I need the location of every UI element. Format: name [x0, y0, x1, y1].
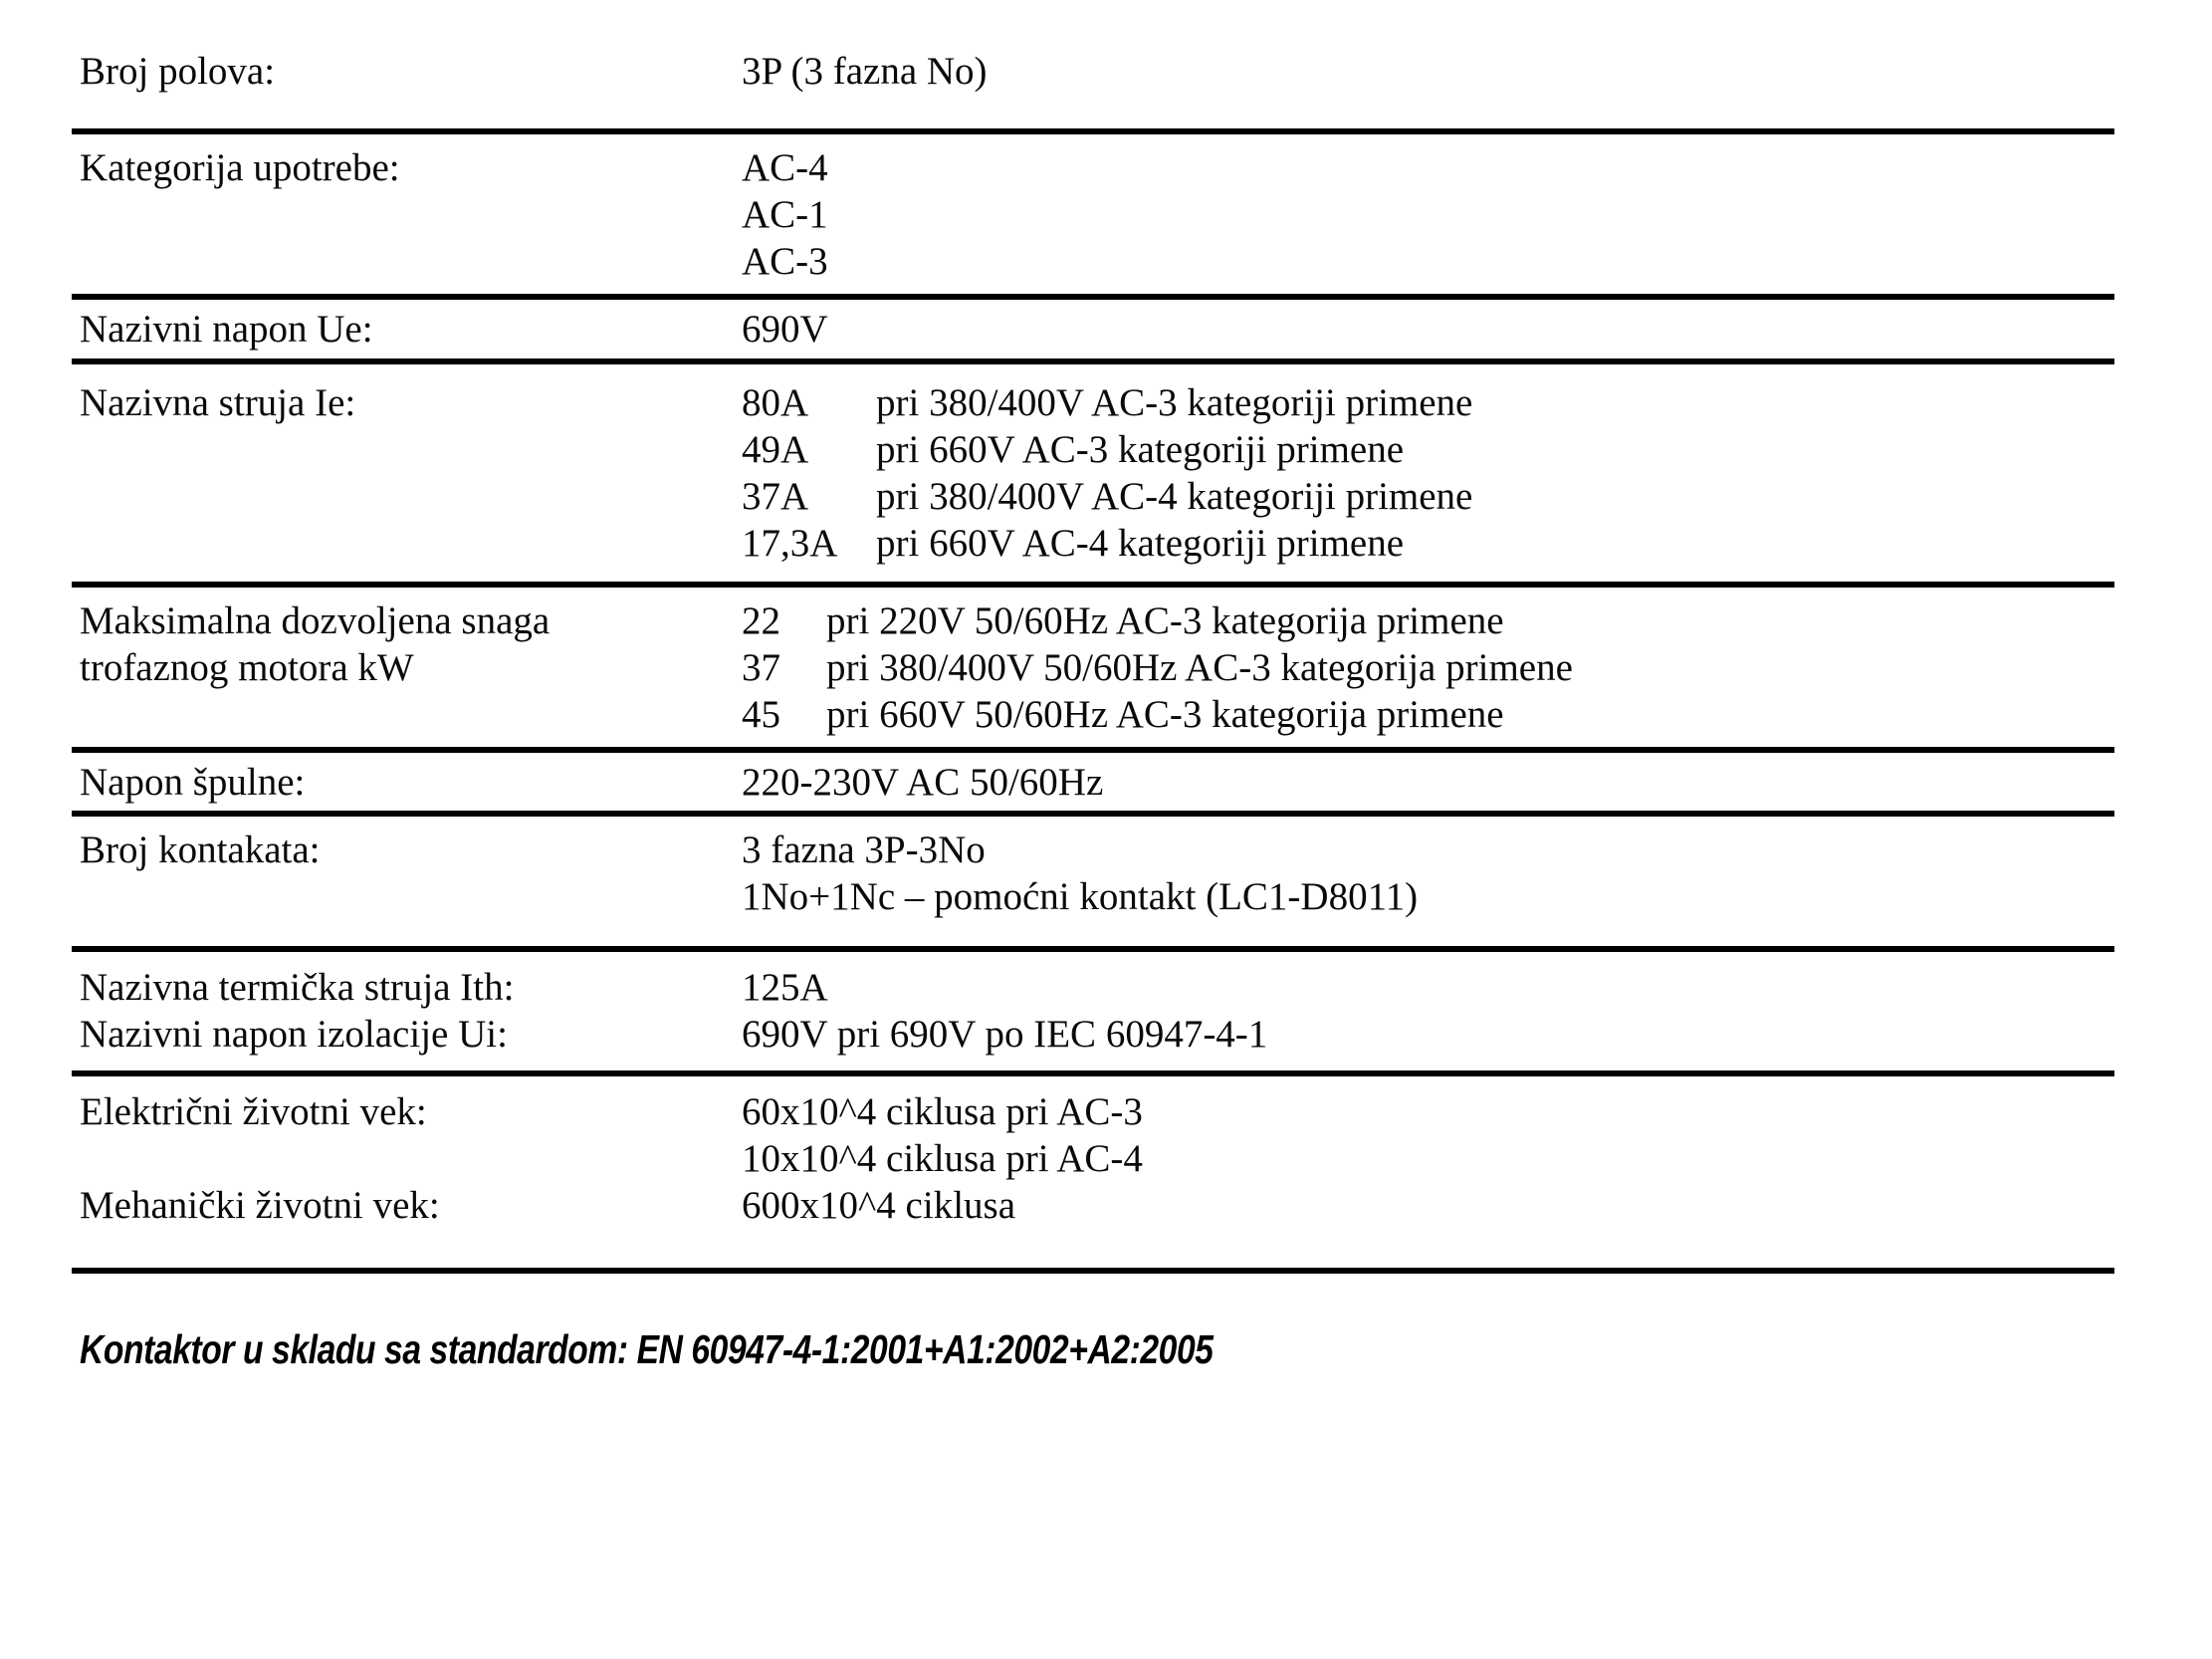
table-row	[72, 588, 2114, 753]
spec-line	[72, 306, 2114, 353]
row-label: Električni životni vek:	[80, 1090, 427, 1133]
value-text: pri 660V AC-3 kategoriji primene	[876, 428, 1405, 471]
row-label: Nazivni napon izolacije Ui:	[80, 1013, 508, 1056]
value-text: 10x10^4 ciklusa pri AC-4	[742, 1137, 1143, 1180]
value-text: pri 660V 50/60Hz AC-3 kategorija primene	[826, 693, 1504, 736]
spec-line	[72, 379, 2114, 426]
spec-line	[72, 827, 2114, 873]
spec-line	[72, 691, 2114, 738]
spec-line	[72, 473, 2114, 520]
row-label: Nazivni napon Ue:	[80, 308, 373, 351]
spec-line	[72, 1135, 2114, 1182]
row-label: Broj kontakata:	[80, 829, 321, 871]
value-number: 37	[742, 646, 780, 689]
spec-line	[72, 597, 2114, 644]
standards-note: Kontaktor u skladu sa standardom: EN 60947-4-1:2001+A1:2002+A2:2005	[80, 1326, 1214, 1372]
value-text: AC-4	[742, 146, 828, 189]
table-row	[72, 364, 2114, 588]
value-text: 125A	[742, 966, 828, 1009]
spec-line	[72, 1011, 2114, 1058]
spec-table	[72, 0, 2114, 1274]
spec-line	[72, 1182, 2114, 1229]
table-row	[72, 0, 2114, 134]
value-number: 45	[742, 693, 780, 736]
value-number: 80A	[742, 381, 809, 424]
value-text: pri 660V AC-4 kategoriji primene	[876, 522, 1405, 565]
value-text: pri 380/400V AC-4 kategoriji primene	[876, 475, 1473, 518]
spec-line	[72, 873, 2114, 920]
value-text: 3P (3 fazna No)	[742, 50, 988, 93]
table-row	[72, 1076, 2114, 1274]
table-row	[72, 817, 2114, 952]
value-text: 220-230V AC 50/60Hz	[742, 761, 1104, 804]
value-text: 3 fazna 3P-3No	[742, 829, 986, 871]
spec-line	[72, 238, 2114, 285]
row-label: trofaznog motora kW	[80, 646, 414, 689]
value-text: 600x10^4 ciklusa	[742, 1184, 1016, 1227]
spec-line	[72, 191, 2114, 238]
value-text: 690V pri 690V po IEC 60947-4-1	[742, 1013, 1268, 1056]
row-label: Kategorija upotrebe:	[80, 146, 400, 189]
table-row	[72, 300, 2114, 364]
row-label: Nazivna struja Ie:	[80, 381, 356, 424]
table-row	[72, 134, 2114, 300]
value-text: pri 220V 50/60Hz AC-3 kategorija primene	[826, 599, 1504, 642]
row-label: Nazivna termička struja Ith:	[80, 966, 515, 1009]
spec-line	[72, 1088, 2114, 1135]
spec-line	[72, 144, 2114, 191]
spec-line	[72, 48, 2114, 95]
spec-line	[72, 644, 2114, 691]
value-text: AC-3	[742, 240, 828, 283]
value-text: AC-1	[742, 193, 828, 236]
value-text: pri 380/400V AC-3 kategoriji primene	[876, 381, 1473, 424]
value-text: 60x10^4 ciklusa pri AC-3	[742, 1090, 1143, 1133]
spec-line	[72, 759, 2114, 806]
row-label: Napon špulne:	[80, 761, 306, 804]
value-number: 17,3A	[742, 522, 838, 565]
value-number: 37A	[742, 475, 809, 518]
row-label: Mehanički životni vek:	[80, 1184, 440, 1227]
spec-line	[72, 426, 2114, 473]
spec-line	[72, 964, 2114, 1011]
value-number: 49A	[742, 428, 809, 471]
table-row	[72, 952, 2114, 1076]
value-text: 690V	[742, 308, 828, 351]
row-label: Maksimalna dozvoljena snaga	[80, 599, 551, 642]
value-text: pri 380/400V 50/60Hz AC-3 kategorija primene	[826, 646, 1573, 689]
row-label: Broj polova:	[80, 50, 276, 93]
value-text: 1No+1Nc – pomoćni kontakt (LC1-D8011)	[742, 875, 1419, 918]
spec-line	[72, 520, 2114, 567]
table-row	[72, 753, 2114, 817]
value-number: 22	[742, 599, 780, 642]
